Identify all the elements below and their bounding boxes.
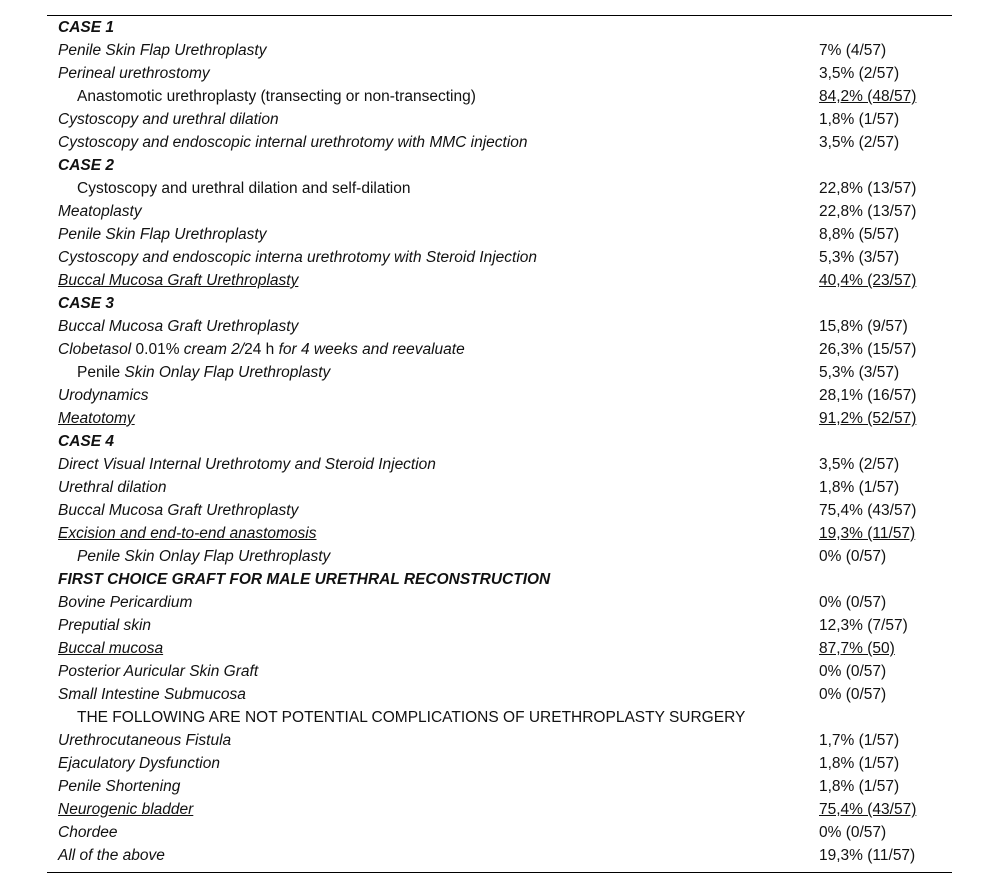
- row-label: All of the above: [58, 847, 165, 864]
- row-label-part: Penile: [77, 364, 125, 381]
- row-value: 26,3% (15/57): [819, 341, 917, 358]
- table-row: [0, 499, 1000, 522]
- section-header-row: [0, 292, 1000, 315]
- row-value: 0% (0/57): [819, 824, 887, 841]
- section-header-row: [0, 430, 1000, 453]
- row-value: 3,5% (2/57): [819, 134, 900, 151]
- section-header-row: [0, 16, 1000, 39]
- table-row: [0, 545, 1000, 568]
- section-header-row: [0, 568, 1000, 591]
- row-label: Buccal mucosa: [58, 640, 164, 657]
- row-label: Cystoscopy and endoscopic internal urethrotomy with MMC injection: [58, 134, 528, 151]
- section-header: CASE 2: [58, 157, 114, 174]
- row-label: Neurogenic bladder: [58, 801, 194, 818]
- table-row: [0, 453, 1000, 476]
- row-label-part: for 4 weeks and reevaluate: [274, 341, 465, 358]
- table-row: [0, 200, 1000, 223]
- table-row: [0, 177, 1000, 200]
- row-label: Perineal urethrostomy: [58, 65, 210, 82]
- table-row: [0, 752, 1000, 775]
- row-label: Penile Skin Flap Urethroplasty: [58, 226, 267, 243]
- row-value: 1,8% (1/57): [819, 778, 900, 795]
- table-row: [0, 729, 1000, 752]
- row-label: [77, 361, 330, 384]
- row-label: Posterior Auricular Skin Graft: [58, 663, 259, 680]
- table-row: [0, 637, 1000, 660]
- row-label: Urethral dilation: [58, 479, 167, 496]
- row-value: 1,8% (1/57): [819, 755, 900, 772]
- row-label: Preputial skin: [58, 617, 152, 634]
- table-row: [0, 131, 1000, 154]
- row-label: Bovine Pericardium: [58, 594, 193, 611]
- section-header: CASE 1: [58, 19, 114, 36]
- section-header-row: [0, 154, 1000, 177]
- row-value: 15,8% (9/57): [819, 318, 908, 335]
- row-label-part: 24 h: [244, 341, 275, 358]
- row-label: THE FOLLOWING ARE NOT POTENTIAL COMPLICATIONS OF URETHROPLASTY SURGERY: [77, 709, 746, 726]
- row-value: 40,4% (23/57): [819, 272, 917, 289]
- table-row: [0, 361, 1000, 384]
- row-label: Excision and end-to-end anastomosis: [58, 525, 317, 542]
- row-label: Urethrocutaneous Fistula: [58, 732, 232, 749]
- table-row: [0, 591, 1000, 614]
- row-value: 1,8% (1/57): [819, 111, 900, 128]
- row-label-part: Clobetasol: [58, 341, 136, 358]
- row-label: [58, 338, 465, 361]
- table-row: [0, 62, 1000, 85]
- row-label: Penile Skin Flap Urethroplasty: [58, 42, 267, 59]
- table-row: [0, 844, 1000, 867]
- row-label: Small Intestine Submucosa: [58, 686, 246, 703]
- table-row: [0, 39, 1000, 62]
- row-value: 1,7% (1/57): [819, 732, 900, 749]
- table-row: [0, 798, 1000, 821]
- row-value: 19,3% (11/57): [819, 525, 916, 542]
- row-value: 1,8% (1/57): [819, 479, 900, 496]
- row-label: Direct Visual Internal Urethrotomy and Steroid Injection: [58, 456, 436, 473]
- results-table: [0, 16, 1000, 867]
- row-value: 8,8% (5/57): [819, 226, 900, 243]
- row-value: 0% (0/57): [819, 663, 887, 680]
- row-label: Cystoscopy and endoscopic interna urethrotomy with Steroid Injection: [58, 249, 538, 266]
- row-label: Penile Shortening: [58, 778, 181, 795]
- row-value: 0% (0/57): [819, 594, 887, 611]
- row-value: 28,1% (16/57): [819, 387, 917, 404]
- row-label-part: cream 2/: [179, 341, 245, 358]
- row-value: 0% (0/57): [819, 548, 887, 565]
- row-label: Anastomotic urethroplasty (transecting or non-transecting): [77, 88, 476, 105]
- table-row: [0, 223, 1000, 246]
- table-row: [0, 683, 1000, 706]
- row-label: Cystoscopy and urethral dilation and self-dilation: [77, 180, 411, 197]
- table-row: [0, 85, 1000, 108]
- row-value: 75,4% (43/57): [819, 801, 917, 818]
- row-label: Meatoplasty: [58, 203, 142, 220]
- table-row: [0, 522, 1000, 545]
- row-value: 22,8% (13/57): [819, 203, 917, 220]
- table-row: [0, 407, 1000, 430]
- row-value: 3,5% (2/57): [819, 456, 900, 473]
- table-row: [0, 614, 1000, 637]
- row-label: Buccal Mucosa Graft Urethroplasty: [58, 502, 299, 519]
- section-header: FIRST CHOICE GRAFT FOR MALE URETHRAL RECONSTRUCTION: [58, 571, 551, 588]
- row-value: 0% (0/57): [819, 686, 887, 703]
- row-label: Chordee: [58, 824, 118, 841]
- table-row: [0, 821, 1000, 844]
- row-value: 5,3% (3/57): [819, 364, 900, 381]
- row-value: 19,3% (11/57): [819, 847, 916, 864]
- section-header: CASE 4: [58, 433, 114, 450]
- row-value: 22,8% (13/57): [819, 180, 917, 197]
- table-row: [0, 660, 1000, 683]
- row-value: 75,4% (43/57): [819, 502, 917, 519]
- bottom-rule: [47, 872, 952, 873]
- table-row: [0, 246, 1000, 269]
- row-label: Buccal Mucosa Graft Urethroplasty: [58, 272, 299, 289]
- table-row: [0, 384, 1000, 407]
- row-value: 91,2% (52/57): [819, 410, 917, 427]
- table-row: [0, 315, 1000, 338]
- row-label: Meatotomy: [58, 410, 135, 427]
- row-value: 5,3% (3/57): [819, 249, 900, 266]
- table-row: [0, 269, 1000, 292]
- row-label-part: Skin Onlay Flap Urethroplasty: [124, 364, 331, 381]
- row-value: 7% (4/57): [819, 42, 887, 59]
- row-value: 84,2% (48/57): [819, 88, 917, 105]
- row-label: Ejaculatory Dysfunction: [58, 755, 220, 772]
- row-label-part: 0.01%: [135, 341, 180, 358]
- row-value: 3,5% (2/57): [819, 65, 900, 82]
- table-row: [0, 108, 1000, 131]
- table-row: [0, 338, 1000, 361]
- row-value: 87,7% (50): [819, 640, 895, 657]
- row-label: Penile Skin Onlay Flap Urethroplasty: [77, 548, 331, 565]
- table-row: [0, 476, 1000, 499]
- row-label: Urodynamics: [58, 387, 149, 404]
- row-label: Buccal Mucosa Graft Urethroplasty: [58, 318, 299, 335]
- section-header: CASE 3: [58, 295, 114, 312]
- table-row: [0, 775, 1000, 798]
- table-row: [0, 706, 1000, 729]
- row-label: Cystoscopy and urethral dilation: [58, 111, 279, 128]
- row-value: 12,3% (7/57): [819, 617, 908, 634]
